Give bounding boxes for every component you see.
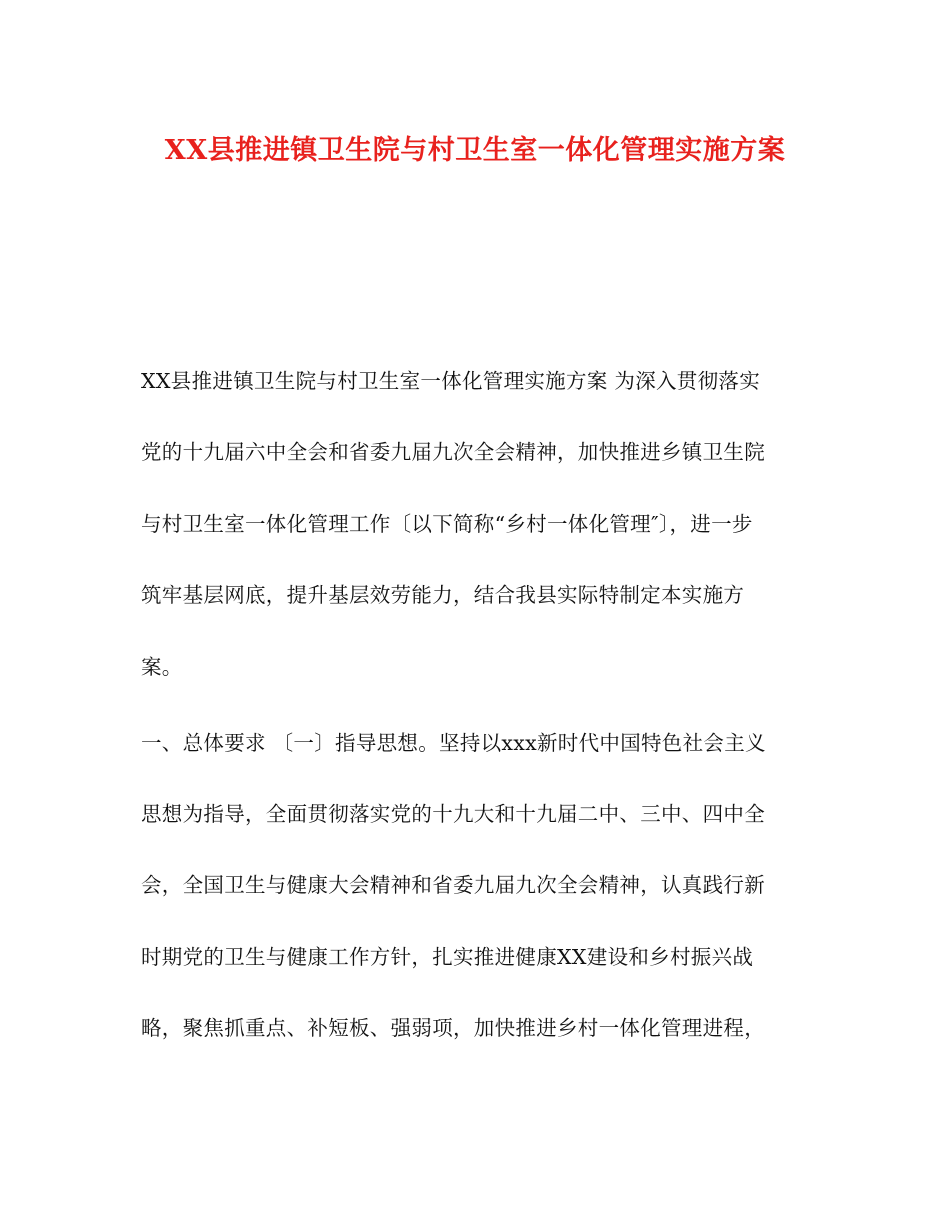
paragraph-line: 时期党的卫生与健康工作方针，扎实推进健康XX建设和乡村振兴战 xyxy=(141,945,754,969)
document-title: XX县推进镇卫生院与村卫生室一体化管理实施方案 xyxy=(164,135,786,166)
paragraph-line: 党的十九届六中全会和省委九届九次全会精神，加快推进乡镇卫生院 xyxy=(141,440,765,464)
paragraph-line: 案。 xyxy=(141,655,183,679)
paragraph-line: 一、总体要求 〔一〕指导思想。坚持以xxx新时代中国特色社会主义 xyxy=(141,731,766,755)
paragraph-line: 思想为指导，全面贯彻落实党的十九大和十九届二中、三中、四中全 xyxy=(141,802,765,826)
paragraph-line: XX县推进镇卫生院与村卫生室一体化管理实施方案 为深入贯彻落实 xyxy=(141,369,761,393)
paragraph-line: 与村卫生室一体化管理工作〔以下简称“乡村一体化管理″〕，进一步 xyxy=(141,512,753,536)
paragraph-line: 会，全国卫生与健康大会精神和省委九届九次全会精神，认真践行新 xyxy=(141,873,765,897)
paragraph-line: 略，聚焦抓重点、补短板、强弱项，加快推进乡村一体化管理进程， xyxy=(141,1016,765,1040)
paragraph-line: 筑牢基层网底，提升基层效劳能力，结合我县实际特制定本实施方 xyxy=(141,583,745,607)
